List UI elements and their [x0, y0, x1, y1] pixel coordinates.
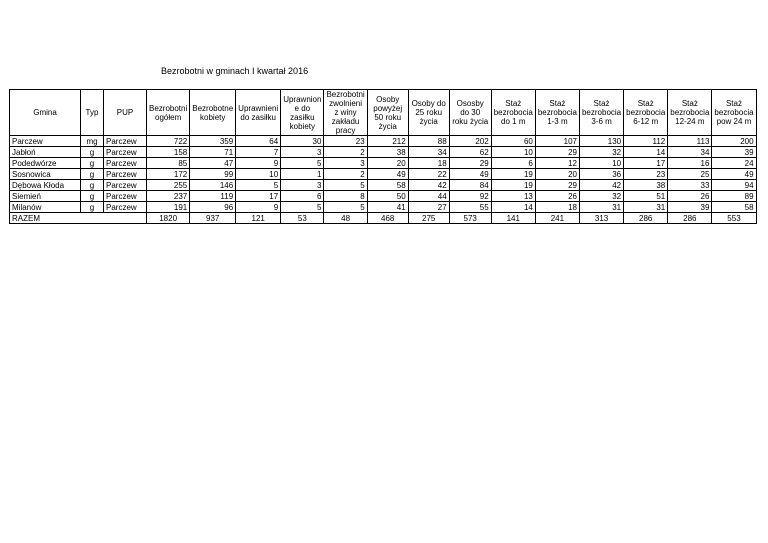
- table-cell: 9: [236, 202, 281, 213]
- table-cell: 9: [236, 158, 281, 169]
- table-row: [10, 147, 757, 158]
- table-cell: 1: [281, 169, 324, 180]
- table-cell: 10: [579, 158, 623, 169]
- table-cell: 359: [190, 136, 236, 147]
- table-cell: Parczew: [104, 202, 147, 213]
- table-cell: 237: [147, 191, 190, 202]
- table-cell: 14: [624, 147, 668, 158]
- table-cell: 20: [535, 169, 579, 180]
- table-cell: 60: [491, 136, 535, 147]
- table-cell: 5: [324, 180, 367, 191]
- table-cell: g: [81, 158, 104, 169]
- table-cell: g: [81, 202, 104, 213]
- table-cell: 44: [408, 191, 449, 202]
- total-row: [10, 213, 757, 224]
- column-header: Gmina: [10, 90, 81, 136]
- table-cell: 18: [408, 158, 449, 169]
- table-cell: 17: [236, 191, 281, 202]
- unemployment-table: [9, 89, 757, 224]
- column-header: Uprawnion e do zasiłku kobiety: [281, 90, 324, 136]
- table-row: [10, 158, 757, 169]
- total-cell: 573: [449, 213, 491, 224]
- table-cell: 24: [712, 158, 756, 169]
- column-header: Typ: [81, 90, 104, 136]
- table-cell: 71: [190, 147, 236, 158]
- table-cell: 38: [367, 147, 408, 158]
- table-cell: 10: [491, 147, 535, 158]
- table-cell: 5: [281, 158, 324, 169]
- total-cell: 1820: [147, 213, 190, 224]
- total-cell: 286: [624, 213, 668, 224]
- table-row: [10, 202, 757, 213]
- total-cell: 286: [668, 213, 712, 224]
- column-header: Osoby do 25 roku życia: [408, 90, 449, 136]
- table-cell: 34: [668, 147, 712, 158]
- gmina-cell: Dębowa Kłoda: [10, 180, 81, 191]
- total-cell: 48: [324, 213, 367, 224]
- table-cell: 26: [535, 191, 579, 202]
- table-cell: 96: [190, 202, 236, 213]
- column-header: Bezrobotne kobiety: [190, 90, 236, 136]
- column-header: Staż bezrobocia 6-12 m: [624, 90, 668, 136]
- table-cell: 34: [408, 147, 449, 158]
- table-cell: 107: [535, 136, 579, 147]
- table-cell: 36: [579, 169, 623, 180]
- column-header: Staż bezrobocia do 1 m: [491, 90, 535, 136]
- table-cell: 47: [190, 158, 236, 169]
- table-cell: 5: [236, 180, 281, 191]
- table-cell: 49: [367, 169, 408, 180]
- table-cell: Parczew: [104, 136, 147, 147]
- table-cell: 113: [668, 136, 712, 147]
- table-cell: 26: [668, 191, 712, 202]
- table-cell: 2: [324, 147, 367, 158]
- table-cell: 51: [624, 191, 668, 202]
- table-cell: 32: [579, 191, 623, 202]
- table-cell: 29: [449, 158, 491, 169]
- table-cell: 33: [668, 180, 712, 191]
- column-header: Bezrobotni zwolnieni z winy zakładu pracy: [324, 90, 367, 136]
- table-cell: 14: [491, 202, 535, 213]
- table-cell: 12: [535, 158, 579, 169]
- table-cell: 130: [579, 136, 623, 147]
- table-cell: 94: [712, 180, 756, 191]
- table-row: [10, 180, 757, 191]
- table-cell: 58: [367, 180, 408, 191]
- table-cell: Parczew: [104, 180, 147, 191]
- table-cell: Parczew: [104, 169, 147, 180]
- column-header: PUP: [104, 90, 147, 136]
- table-cell: 2: [324, 169, 367, 180]
- table-cell: 19: [491, 180, 535, 191]
- gmina-cell: Sosnowica: [10, 169, 81, 180]
- table-cell: 10: [236, 169, 281, 180]
- table-cell: 31: [624, 202, 668, 213]
- table-cell: 62: [449, 147, 491, 158]
- gmina-cell: Milanów: [10, 202, 81, 213]
- gmina-cell: Podedwórze: [10, 158, 81, 169]
- table-cell: 172: [147, 169, 190, 180]
- table-cell: 32: [579, 147, 623, 158]
- table-cell: 29: [535, 180, 579, 191]
- table-cell: g: [81, 180, 104, 191]
- table-cell: mg: [81, 136, 104, 147]
- table-cell: 38: [624, 180, 668, 191]
- table-row: [10, 136, 757, 147]
- table-cell: 25: [668, 169, 712, 180]
- table-cell: 200: [712, 136, 756, 147]
- table-cell: 92: [449, 191, 491, 202]
- total-cell: 53: [281, 213, 324, 224]
- table-row: [10, 169, 757, 180]
- table-cell: g: [81, 169, 104, 180]
- table-cell: 41: [367, 202, 408, 213]
- table-cell: 29: [535, 147, 579, 158]
- sheet-title: Bezrobotni w gminach I kwartał 2016: [161, 66, 309, 76]
- table-cell: 64: [236, 136, 281, 147]
- total-label: RAZEM: [10, 213, 147, 224]
- table-cell: 255: [147, 180, 190, 191]
- gmina-cell: Parczew: [10, 136, 81, 147]
- table-cell: 39: [712, 147, 756, 158]
- table-cell: 20: [367, 158, 408, 169]
- table-cell: Parczew: [104, 191, 147, 202]
- table-cell: 49: [712, 169, 756, 180]
- total-cell: 141: [491, 213, 535, 224]
- total-cell: 468: [367, 213, 408, 224]
- table-cell: 158: [147, 147, 190, 158]
- gmina-cell: Siemień: [10, 191, 81, 202]
- table-cell: Parczew: [104, 158, 147, 169]
- table-cell: 49: [449, 169, 491, 180]
- table-cell: Parczew: [104, 147, 147, 158]
- table-cell: 27: [408, 202, 449, 213]
- table-row: [10, 191, 757, 202]
- column-header: Uprawnieni do zasiłku: [236, 90, 281, 136]
- total-cell: 313: [579, 213, 623, 224]
- table-cell: 6: [491, 158, 535, 169]
- table-cell: 84: [449, 180, 491, 191]
- table-cell: 8: [324, 191, 367, 202]
- total-cell: 241: [535, 213, 579, 224]
- table-cell: 89: [712, 191, 756, 202]
- table-cell: 17: [624, 158, 668, 169]
- table-cell: 16: [668, 158, 712, 169]
- table-cell: 19: [491, 169, 535, 180]
- table-cell: 88: [408, 136, 449, 147]
- total-cell: 553: [712, 213, 756, 224]
- table-cell: 58: [712, 202, 756, 213]
- total-cell: 275: [408, 213, 449, 224]
- table-cell: g: [81, 147, 104, 158]
- table-cell: 22: [408, 169, 449, 180]
- table-cell: 39: [668, 202, 712, 213]
- table-cell: 112: [624, 136, 668, 147]
- table-cell: 7: [236, 147, 281, 158]
- table-cell: 85: [147, 158, 190, 169]
- total-cell: 121: [236, 213, 281, 224]
- table-cell: 119: [190, 191, 236, 202]
- table-cell: 146: [190, 180, 236, 191]
- table-cell: 23: [324, 136, 367, 147]
- table-cell: 191: [147, 202, 190, 213]
- table-cell: 42: [579, 180, 623, 191]
- column-header: Osoby powyżej 50 roku życia: [367, 90, 408, 136]
- header-row: [10, 90, 757, 136]
- column-header: Staż bezrobocia 3-6 m: [579, 90, 623, 136]
- table-cell: g: [81, 191, 104, 202]
- table-cell: 55: [449, 202, 491, 213]
- table-cell: 5: [324, 202, 367, 213]
- table-cell: 31: [579, 202, 623, 213]
- table-cell: 50: [367, 191, 408, 202]
- table-cell: 23: [624, 169, 668, 180]
- table-cell: 722: [147, 136, 190, 147]
- table-cell: 202: [449, 136, 491, 147]
- column-header: Bezrobotni ogółem: [147, 90, 190, 136]
- gmina-cell: Jabłoń: [10, 147, 81, 158]
- column-header: Ososby do 30 roku życia: [449, 90, 491, 136]
- total-cell: 937: [190, 213, 236, 224]
- column-header: Staż bezrobocia 12-24 m: [668, 90, 712, 136]
- table-cell: 212: [367, 136, 408, 147]
- table-cell: 3: [281, 147, 324, 158]
- table-cell: 3: [281, 180, 324, 191]
- table-cell: 18: [535, 202, 579, 213]
- table-cell: 13: [491, 191, 535, 202]
- table-cell: 6: [281, 191, 324, 202]
- column-header: Staż bezrobocia pow 24 m: [712, 90, 756, 136]
- table-cell: 30: [281, 136, 324, 147]
- table-cell: 42: [408, 180, 449, 191]
- table-cell: 5: [281, 202, 324, 213]
- table-cell: 3: [324, 158, 367, 169]
- table-cell: 99: [190, 169, 236, 180]
- column-header: Staż bezrobocia 1-3 m: [535, 90, 579, 136]
